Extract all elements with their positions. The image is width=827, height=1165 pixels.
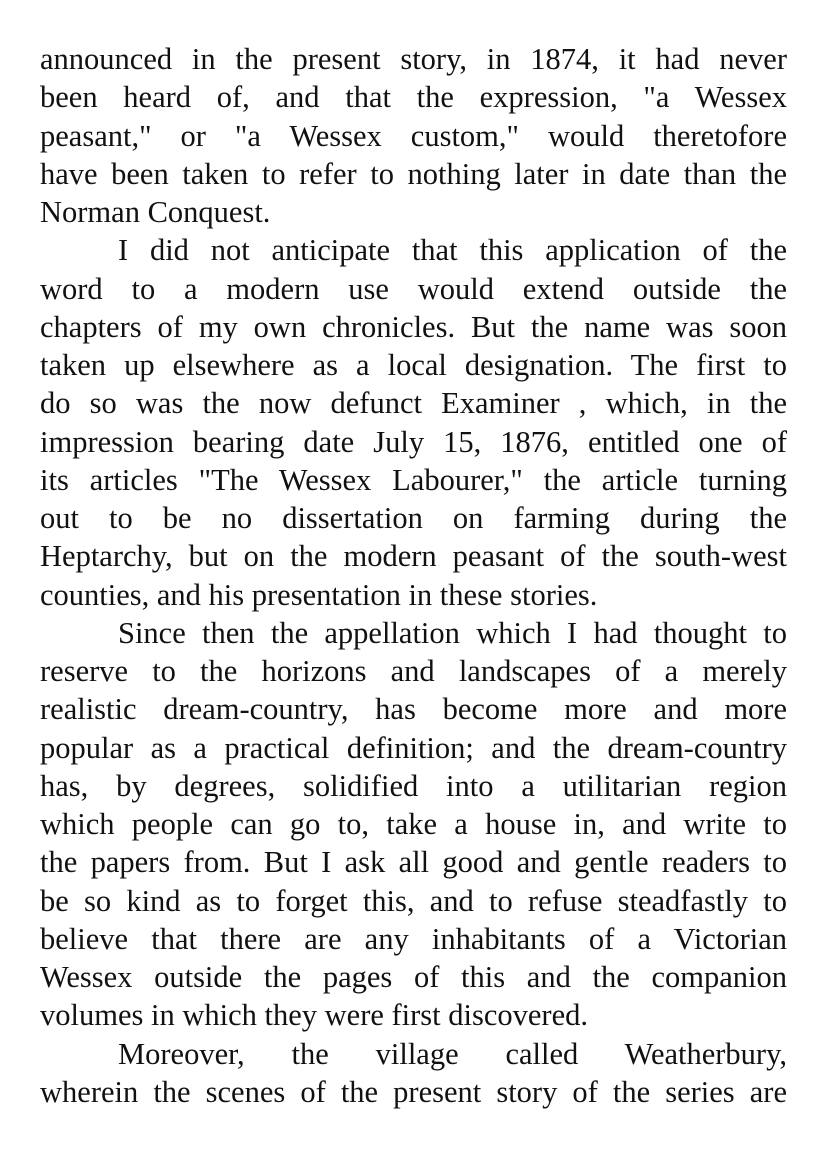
text-line: the papers from. But I ask all good and gentle readers to (40, 845, 787, 880)
paragraph-4 (40, 1035, 787, 1112)
text-line: impression bearing date July 15, 1876, entitled one of (40, 424, 787, 459)
text-line: peasant," or "a Wessex custom," would theretofore (40, 118, 787, 153)
text-line: reserve to the horizons and landscapes of a merely (40, 654, 787, 688)
text-line: has, by degrees, solidified into a utilitarian region (40, 768, 787, 803)
text-line: Heptarchy, but on the modern peasant of the south-west (40, 539, 787, 574)
text-line: which people can go to, take a house in, and write to (40, 807, 787, 841)
paragraph-3 (40, 614, 787, 1035)
paragraph-1 (40, 40, 787, 231)
text-line: Since then the appellation which I had thought to (118, 615, 787, 650)
text-line: Wessex outside the pages of this and the companion (40, 960, 787, 994)
text-line: word to a modern use would extend outside the (40, 271, 787, 306)
text-line: Moreover, the village called Weatherbury, (118, 1036, 787, 1071)
text-line: do so was the now defunct Examiner , which, in the (40, 386, 787, 421)
text-line: counties, and his presentation in these stories. (40, 577, 598, 612)
text-line: announced in the present story, in 1874, it had never (40, 42, 787, 76)
text-line: I did not anticipate that this application of the (118, 233, 787, 268)
text-line: been heard of, and that the expression, "a Wessex (40, 80, 787, 115)
document-page (40, 40, 787, 1111)
text-line: be so kind as to forget this, and to refuse steadfastly to (40, 883, 787, 918)
text-line: its articles "The Wessex Labourer," the article turning (40, 462, 787, 497)
text-line: chapters of my own chronicles. But the name was soon (40, 309, 787, 344)
text-line: out to be no dissertation on farming during the (40, 501, 787, 535)
paragraph-2 (40, 231, 787, 614)
text-line: taken up elsewhere as a local designation. The first to (40, 348, 787, 382)
text-line: believe that there are any inhabitants of a Victorian (40, 921, 787, 956)
text-line: Norman Conquest. (40, 195, 271, 229)
text-line: have been taken to refer to nothing later in date than the (40, 156, 787, 191)
text-line: wherein the scenes of the present story of the series are (40, 1074, 787, 1109)
text-line: popular as a practical definition; and the dream-country (40, 730, 787, 765)
text-line: realistic dream-country, has become more and more (40, 692, 787, 727)
text-line: volumes in which they were first discovered. (40, 998, 589, 1033)
